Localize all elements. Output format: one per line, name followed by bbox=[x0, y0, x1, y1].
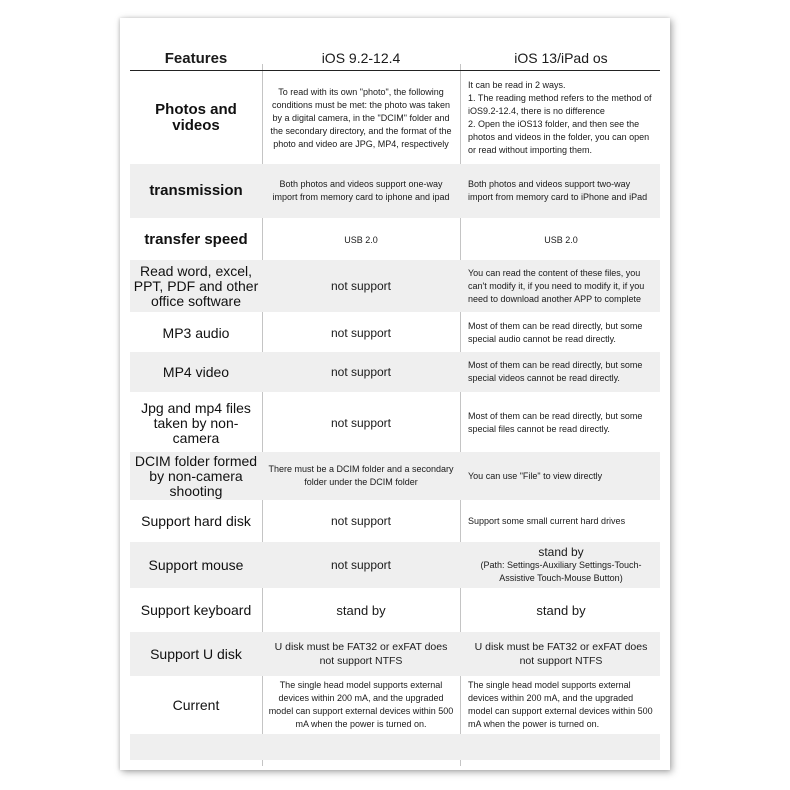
new-value-main: stand by bbox=[538, 545, 584, 559]
old-value: not support bbox=[330, 416, 392, 430]
old-value: not support bbox=[330, 558, 392, 572]
new-value: Both photos and videos support two-way import from memory card to iPhone and iPad bbox=[468, 179, 648, 202]
feature-label: DCIM folder formed by non-camera shooting bbox=[134, 452, 258, 499]
header-ios-new: iOS 13/iPad os bbox=[514, 50, 608, 66]
table-row-mp4 bbox=[130, 352, 660, 392]
old-value: not support bbox=[330, 365, 392, 379]
feature-label: transfer speed bbox=[144, 231, 248, 248]
new-value-line: 2. Open the iOS13 folder, and then see the photos and videos in the folder, you can open or read without importing them. bbox=[468, 119, 650, 155]
header-ios-old: iOS 9.2-12.4 bbox=[321, 50, 401, 66]
table-header-row bbox=[130, 46, 660, 71]
feature-label: transmission bbox=[149, 182, 243, 199]
old-value: The single head model supports external devices within 200 mA, and the upgraded model can support external devices within 500 mA when the power is turned on. bbox=[268, 680, 454, 729]
table-row-office bbox=[130, 260, 660, 312]
document-page bbox=[120, 18, 670, 770]
old-value: not support bbox=[330, 279, 392, 293]
new-value-line: 1. The reading method refers to the method of iOS9.2-12.4, there is no difference bbox=[468, 93, 652, 116]
old-value: To read with its own "photo", the following conditions must be met: the photo was taken by a digital camera, in the "DCIM" folder and the secondary directory, and the format of the photo and video are JPG, MP4, respectively bbox=[270, 86, 452, 149]
table-row-empty bbox=[130, 734, 660, 760]
new-value bbox=[460, 72, 660, 164]
feature-label: Support U disk bbox=[150, 645, 242, 662]
new-value bbox=[460, 542, 660, 588]
table-row-current bbox=[130, 676, 660, 734]
table-row-hard-disk bbox=[130, 502, 660, 540]
feature-label: Read word, excel, PPT, PDF and other office software bbox=[133, 262, 259, 309]
table-row-mp3 bbox=[130, 314, 660, 352]
table-row-transmission bbox=[130, 164, 660, 218]
table-row-keyboard bbox=[130, 590, 660, 630]
new-value: Most of them can be read directly, but some special files cannot be read directly. bbox=[468, 411, 643, 434]
old-value: stand by bbox=[336, 602, 386, 618]
feature-label: MP4 video bbox=[162, 363, 230, 380]
old-value: Both photos and videos support one-way import from memory card to iphone and ipad bbox=[272, 179, 450, 202]
new-value: You can read the content of these files, you can't modify it, if you need to modify it, if you need to download another APP to complete bbox=[468, 267, 645, 304]
table-row-photos bbox=[130, 72, 660, 164]
new-value: You can use "File" to view directly bbox=[468, 470, 603, 481]
feature-label: Support hard disk bbox=[141, 512, 251, 529]
table-row-non-camera bbox=[130, 396, 660, 450]
table-row-dcim bbox=[130, 452, 660, 500]
new-value: stand by bbox=[536, 602, 586, 618]
old-value: There must be a DCIM folder and a secondary folder under the DCIM folder bbox=[268, 464, 454, 487]
old-value: not support bbox=[330, 326, 392, 340]
new-value: USB 2.0 bbox=[544, 234, 578, 245]
old-value: not support bbox=[330, 514, 392, 528]
table-row-u-disk bbox=[130, 632, 660, 676]
new-value: Most of them can be read directly, but some special audio cannot be read directly. bbox=[468, 321, 643, 344]
feature-label: Support mouse bbox=[148, 556, 244, 573]
new-value: Most of them can be read directly, but some special videos cannot be read directly. bbox=[468, 360, 643, 383]
feature-label: Support keyboard bbox=[140, 601, 252, 618]
new-value: The single head model supports external devices within 200 mA, and the upgraded model can support external devices within 500 mA when the power is turned on. bbox=[468, 680, 653, 729]
old-value: USB 2.0 bbox=[344, 234, 378, 245]
feature-label: Photos and videos bbox=[155, 101, 237, 134]
feature-label: Jpg and mp4 files taken by non-camera bbox=[141, 399, 251, 446]
table-row-mouse bbox=[130, 542, 660, 588]
new-value-note: (Path: Settings-Auxiliary Settings-Touch-Assistive Touch-Mouse Button) bbox=[480, 560, 642, 583]
new-value: Support some small current hard drives bbox=[468, 515, 626, 526]
old-value: U disk must be FAT32 or exFAT does not support NTFS bbox=[274, 641, 448, 667]
header-features: Features bbox=[164, 49, 228, 67]
new-value: U disk must be FAT32 or exFAT does not support NTFS bbox=[474, 641, 648, 667]
feature-label: MP3 audio bbox=[162, 324, 230, 341]
table-row-transfer-speed bbox=[130, 220, 660, 260]
feature-label: Current bbox=[172, 696, 220, 713]
new-value-line: It can be read in 2 ways. bbox=[468, 80, 566, 90]
comparison-table bbox=[130, 46, 660, 766]
